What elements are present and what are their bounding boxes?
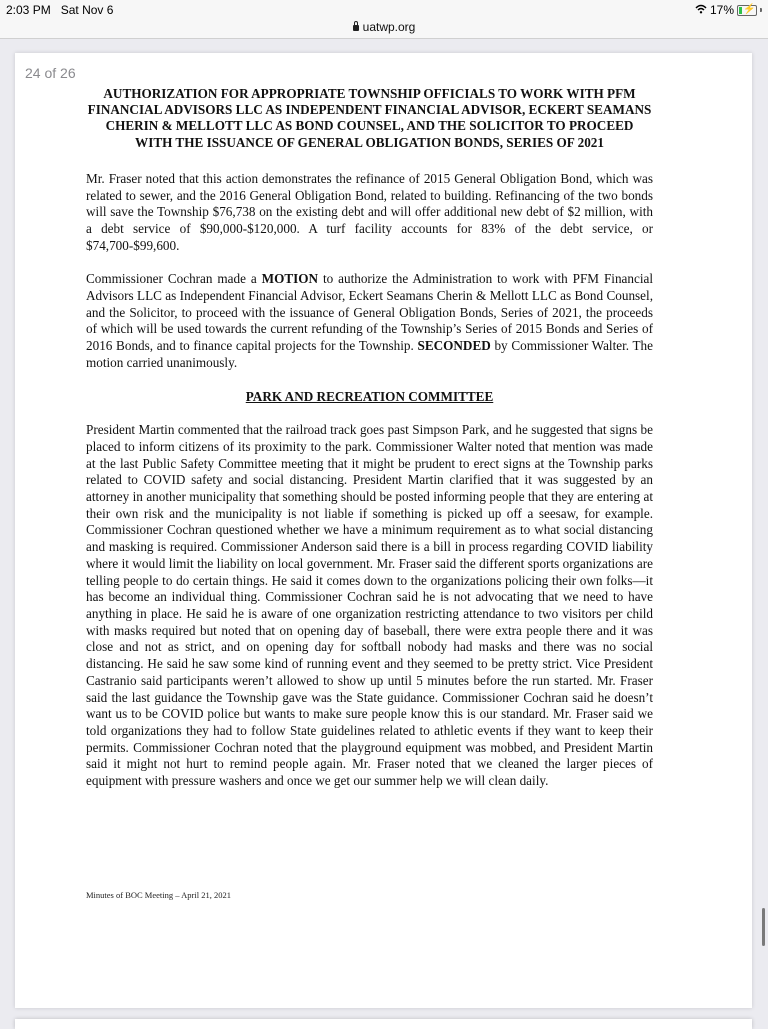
motion-keyword: MOTION <box>261 271 319 287</box>
battery-fill <box>739 7 742 14</box>
battery-percent: 17% <box>709 3 734 17</box>
section-heading-park-recreation: PARK AND RECREATION COMMITTEE <box>245 388 494 404</box>
wifi-icon <box>695 3 707 17</box>
document-body <box>86 86 653 807</box>
scrollbar-thumb[interactable] <box>762 908 765 946</box>
next-pdf-page <box>15 1019 752 1029</box>
time-text: 2:03 PM <box>6 3 51 17</box>
battery-tip <box>760 8 762 12</box>
status-time <box>6 3 113 17</box>
motion-text-body: to authorize the Administration to work with PFM Financial Advisors LLC as Independent Financial Advisor, Eckert Seamans Cherin & Mellott LLC as Bond Counsel, and the Solicitor, to proceed with the issuance of General Obligation Bonds, Series of 2021, the proceeds of which will be used towards the current refunding of the Township’s Series of 2015 Bonds and Series of 2016 Bonds, and to finance capital projects for the Township. <box>86 271 654 354</box>
section-title: AUTHORIZATION FOR APPROPRIATE TOWNSHIP OFFICIALS TO WORK WITH PFM FINANCIAL ADVISORS LLC AS INDEPENDENT FINANCIAL ADVISOR, ECKERT SEAMANS CHERIN & MELLOTT LLC AS BOND COUNSEL, AND THE SOLICITOR TO PROCEED WITH THE ISSUANCE OF GENERAL OBLIGATION BONDS, SERIES OF 2021 <box>87 86 652 150</box>
date-text: Sat Nov 6 <box>60 3 114 17</box>
paragraph-motion <box>86 271 653 371</box>
bolt-icon: ⚡ <box>743 3 756 15</box>
seconded-keyword: SECONDED <box>417 338 491 354</box>
address-bar[interactable] <box>0 20 768 39</box>
motion-text-pre: Commissioner Cochran made a <box>86 271 262 287</box>
status-bar <box>0 0 768 20</box>
status-right <box>695 3 762 17</box>
battery-charging-icon <box>737 5 757 16</box>
lock-icon <box>353 25 359 31</box>
paragraph-park-discussion: President Martin commented that the railroad track goes past Simpson Park, and he suggested that signs be placed to inform citizens of its proximity to the park. Commissioner Walter noted that mention was made at the last Public Safety Committee meeting that it might be prudent to erect signs at the Township parks related to COVID safety and social distancing. President Martin clarified that it was suggested by an attorney in another municipality that something should be posted informing people that they are entering at their own risk and the municipality is not liable if something is picked up off a seesaw, for example. Commissioner Cochran questioned whether we have a minimum requirement as to what social distancing and masking is required. Commissioner Anderson said there is a bill in process regarding COVID liability where it would limit the liability on local government. Mr. Fraser said the different sports organizations are telling people to do certain things. He said it comes down to the organizations policing their own folks—it has become an individual thing. Commissioner Cochran said he is not advocating that we need to have anything in place. He said he is aware of one organization restricting attendance to two visitors per child with masks required but noted that on opening day of baseball, there were extra people there and it was close and not as strict, and on opening day for softball nobody had masks and there was no social distancing. He said he saw some kind of running event and they seemed to be pretty strict. Vice President Castranio said participants weren’t allowed to show up until 5 minutes before the run started. Mr. Fraser said the last guidance the Township gave was the State guidance. Commissioner Cochran said he doesn’t want us to be COVID police but wants to make sure people know this is our standard. Mr. Fraser said we told organizations they had to follow State guidelines related to athletic events if they want to keep their permits. Commissioner Cochran noted that the playground equipment was mobbed, and President Martin said it might not hurt to remind people again. Mr. Fraser noted that we cleaned the larger pieces of equipment with pressure washers and once we get our summer help we will clean daily. <box>86 422 653 789</box>
page-footer: Minutes of BOC Meeting – April 21, 2021 <box>86 890 231 900</box>
page-indicator: 24 of 26 <box>25 65 76 81</box>
url-text[interactable]: uatwp.org <box>362 20 416 34</box>
motion-text-post: by Commissioner Walter. The motion carried unanimously. <box>86 338 654 370</box>
paragraph-bond-refinance: Mr. Fraser noted that this action demonstrates the refinance of 2015 General Obligation Bond, which was related to sewer, and the 2016 General Obligation Bond, related to building. Refinancing of the two bonds will save the Township $76,738 on the existing debt and will offer additional new debt of $2 million, with a debt service of $90,000-$120,000. A turf facility accounts for 83% of the debt service, or $74,700-$99,600. <box>86 170 653 253</box>
